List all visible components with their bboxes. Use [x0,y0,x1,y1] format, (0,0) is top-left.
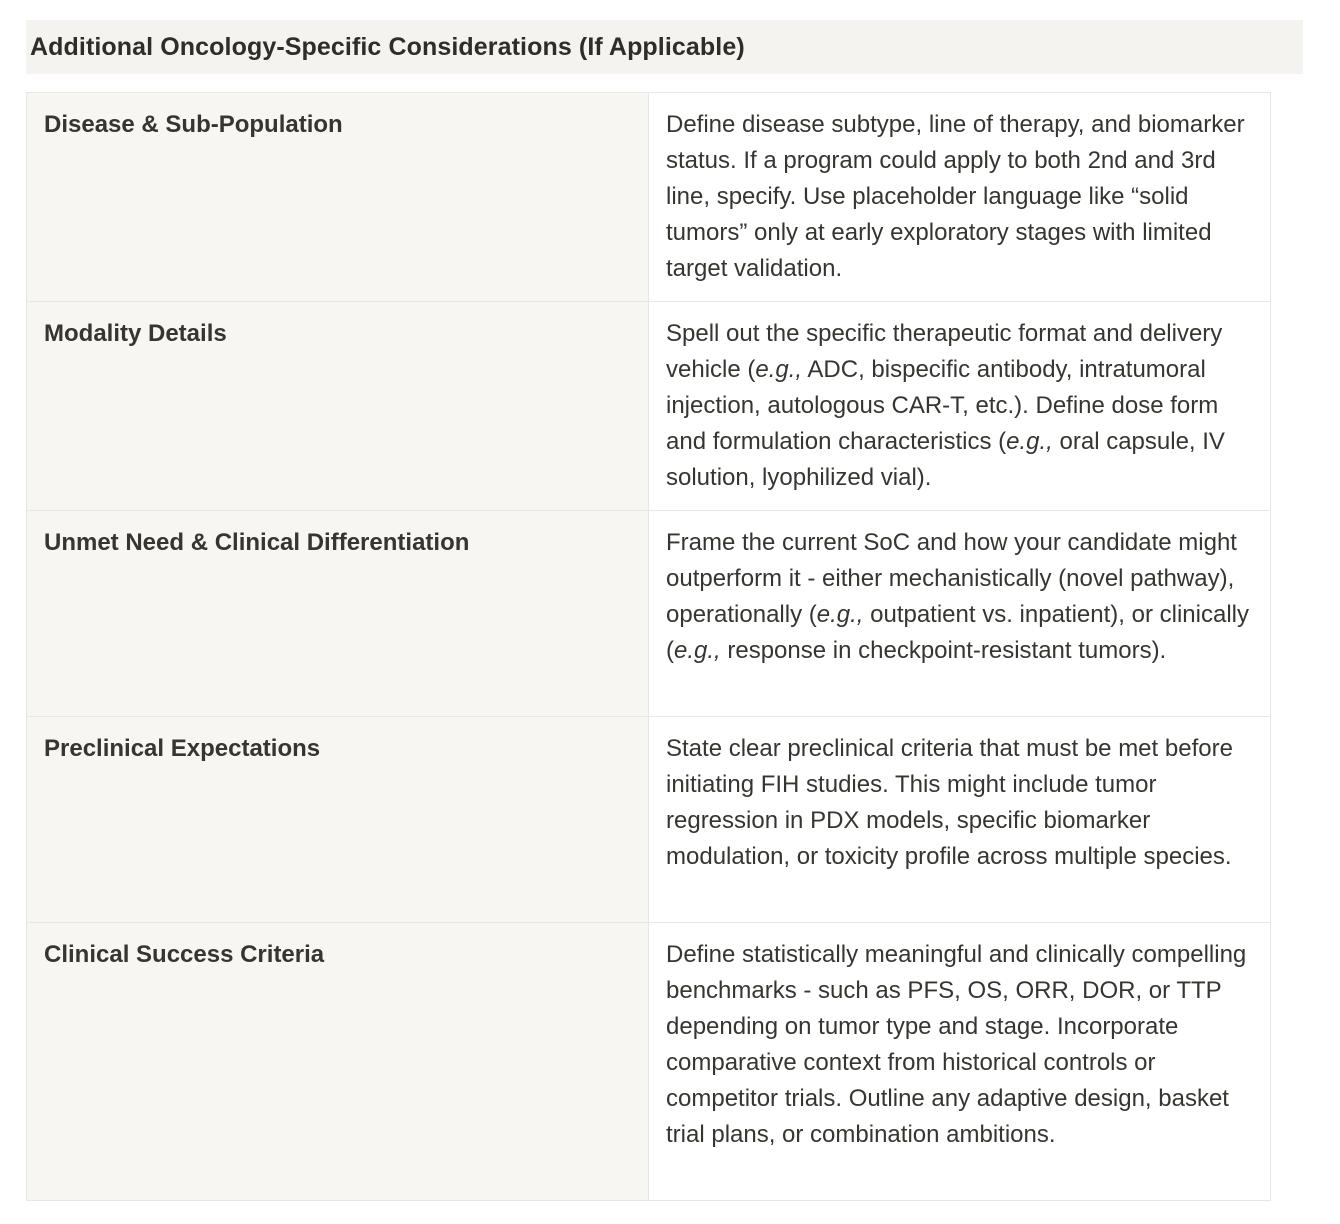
description-segment: Define statistically meaningful and clinically compelling benchmarks - such as PFS, OS, ORR, DOR, or TTP depending on tumor type and stage. Incorporate comparative context from historical controls or competitor trials. Outline any adaptive design, basket trial plans, or combination ambitions. [666,941,1247,1148]
description-segment: oral capsule, IV solution, lyophilized vial). [666,428,1225,491]
section-heading-bar [26,20,1303,74]
row-description [649,302,1271,511]
description-segment: Define disease subtype, line of therapy, and biomarker status. If a program could apply to both 2nd and 3rd line, specify. Use placeholder language like “solid tumors” only at early exploratory stages with limited target validation. [666,111,1245,282]
description-segment: Spell out the specific therapeutic format and delivery vehicle ( [666,320,1223,383]
description-segment-italic: e.g., [755,356,803,383]
description-segment-italic: e.g., [1006,428,1053,455]
row-label: Unmet Need & Clinical Differentiation [27,511,649,717]
description-segment: outpatient vs. inpatient), or clinically ( [666,601,1249,664]
table-row [27,923,1271,1201]
row-label: Clinical Success Criteria [27,923,649,1201]
table-row [27,511,1271,717]
row-description [649,93,1271,302]
description-segment: response in checkpoint-resistant tumors). [720,637,1167,664]
considerations-table [26,92,1271,1201]
table-row [27,93,1271,302]
description-segment: ADC, bispecific antibody, intratumoral injection, autologous CAR-T, etc.). Define dose form and formulation characteristics ( [666,356,1219,455]
description-segment: Frame the current SoC and how your candidate might outperform it - either mechanistically (novel pathway), operationally ( [666,529,1237,628]
row-label: Disease & Sub-Population [27,93,649,302]
row-description [649,717,1271,923]
section-heading: Additional Oncology-Specific Considerations (If Applicable) [30,32,745,61]
table-row [27,717,1271,923]
row-label: Preclinical Expectations [27,717,649,923]
row-description [649,511,1271,717]
description-segment: State clear preclinical criteria that must be met before initiating FIH studies. This might include tumor regression in PDX models, specific biomarker modulation, or toxicity profile across multiple species. [666,735,1233,870]
row-label: Modality Details [27,302,649,511]
table-row [27,302,1271,511]
row-description [649,923,1271,1201]
description-segment-italic: e.g., [816,601,864,628]
description-segment-italic: e.g., [674,637,721,664]
